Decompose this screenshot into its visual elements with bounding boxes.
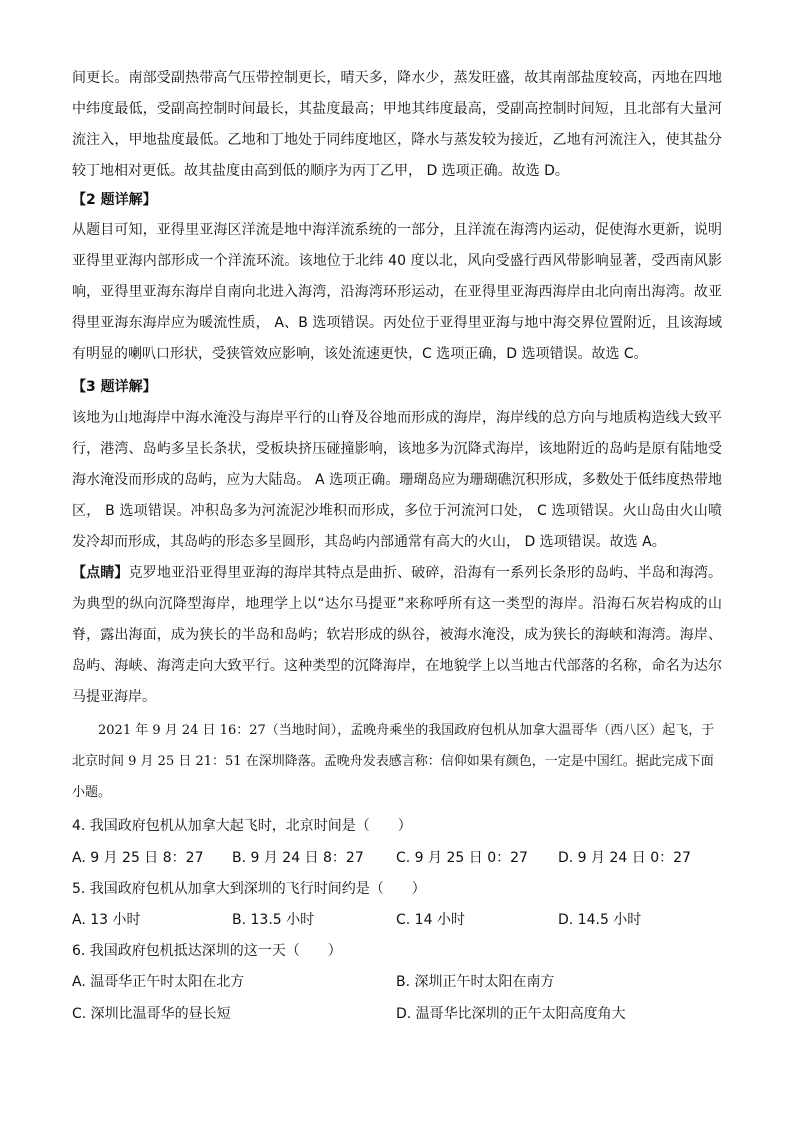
question-4-option-c: C. 9 月 25 日 0：27 — [396, 850, 528, 866]
question-6-option-d: D. 温哥华比深圳的正午太阳高度角大 — [396, 1006, 626, 1022]
question-6-stem: 6. 我国政府包机抵达深圳的这一天（ ） — [72, 943, 342, 959]
question-4-option-b: B. 9 月 24 日 8：27 — [232, 850, 364, 866]
q2-analysis-header: 【2 题详解】 — [72, 192, 157, 208]
analysis-paragraph-3: 该地为山地海岸中海水淹没与海岸平行的山脊及谷地而形成的海岸，海岸线的总方向与地质构造线大致平行，港湾、岛屿多呈长条状，受板块挤压碰撞影响，该地多为沉降式海岸，该地附近的岛屿是原有陆地受海水淹没而形成的岛屿，应为大陆岛。 A 选项正确。珊瑚岛应为珊瑚礁沉积形成，多数处于低纬度热带地区， B 选项错误。冲积岛多为河流泥沙堆积而形成，多位于河流河口处， C 选项错误。火山岛由火山喷发冷却而形成，其岛屿的形态多呈圆形，其岛屿内部通常有高大的火山， D 选项错误。故选 A。 — [72, 410, 722, 550]
question-5-option-b: B. 13.5 小时 — [232, 912, 315, 928]
analysis-paragraph-1: 间更长。南部受副热带高气压带控制更长，晴天多，降水少，蒸发旺盛，故其南部盐度较高，丙地在四地中纬度最低，受副高控制时间最长，其盐度最高；甲地其纬度最高，受副高控制时间短，且北部有大量河流注入，甲地盐度最低。乙地和丁地处于同纬度地区，降水与蒸发较为接近，乙地有河流注入，使其盐分较丁地相对更低。故其盐度由高到低的顺序为丙丁乙甲， D 选项正确。故选 D。 — [72, 70, 722, 179]
question-5-option-d: D. 14.5 小时 — [558, 912, 642, 928]
question-4-stem: 4. 我国政府包机从加拿大起飞时，北京时间是（ ） — [72, 818, 412, 834]
question-group-stem: 2021 年 9 月 24 日 16：27（当地时间），孟晚舟乘坐的我国政府包机从加拿大温哥华（西八区）起飞，于北京时间 9 月 25 日 21：51 在深圳降落。孟晚舟发表感言称：信仰如果有颜色，一定是中国红。据此完成下面小题。 — [72, 723, 715, 800]
question-5-stem: 5. 我国政府包机从加拿大到深圳的飞行时间约是（ ） — [72, 881, 426, 897]
question-4-option-a: A. 9 月 25 日 8：27 — [72, 850, 204, 866]
key-point-text: 克罗地亚沿亚得里亚海的海岸其特点是曲折、破碎，沿海有一系列长条形的岛屿、半岛和海湾。为典型的纵向沉降型海岸，地理学上以“达尔马提亚”来称呼所有这一类型的海岸。沿海石灰岩构成的山脊，露出海面，成为狭长的半岛和岛屿；软岩形成的纵谷，被海水淹没，成为狭长的海峡和海湾。海岸、岛屿、海峡、海湾走向大致平行。这种类型的沉降海岸，在地貌学上以当地古代部落的名称，命名为达尔马提亚海岸。 — [72, 565, 723, 705]
q3-analysis-header: 【3 题详解】 — [72, 379, 157, 395]
question-6-option-c: C. 深圳比温哥华的昼长短 — [72, 1006, 231, 1022]
question-5-option-c: C. 14 小时 — [396, 912, 465, 928]
question-6-option-b: B. 深圳正午时太阳在南方 — [396, 974, 555, 990]
question-5-option-a: A. 13 小时 — [72, 912, 141, 928]
key-point-label: 【点睛】 — [72, 565, 129, 581]
question-6-option-a: A. 温哥华正午时太阳在北方 — [72, 974, 245, 990]
question-4-option-d: D. 9 月 24 日 0：27 — [558, 850, 691, 866]
analysis-paragraph-2: 从题目可知，亚得里亚海区洋流是地中海洋流系统的一部分，且洋流在海湾内运动，促使海水更新，说明亚得里亚海内部形成一个洋流环流。该地位于北纬 40 度以北，风向受盛行西风带影响显著，受西南风影响，亚得里亚海东海岸自南向北进入海湾，沿海湾环形运动，在亚得里亚海西海岸由北向南出海湾。故亚得里亚海东海岸应为暖流性质， A、B 选项错误。丙处位于亚得里亚海与地中海交界位置附近，且该海域有明显的喇叭口形状，受狭管效应影响，该处流速更快，C 选项正确，D 选项错误。故选 C。 — [72, 222, 722, 362]
key-point-paragraph — [72, 558, 722, 713]
